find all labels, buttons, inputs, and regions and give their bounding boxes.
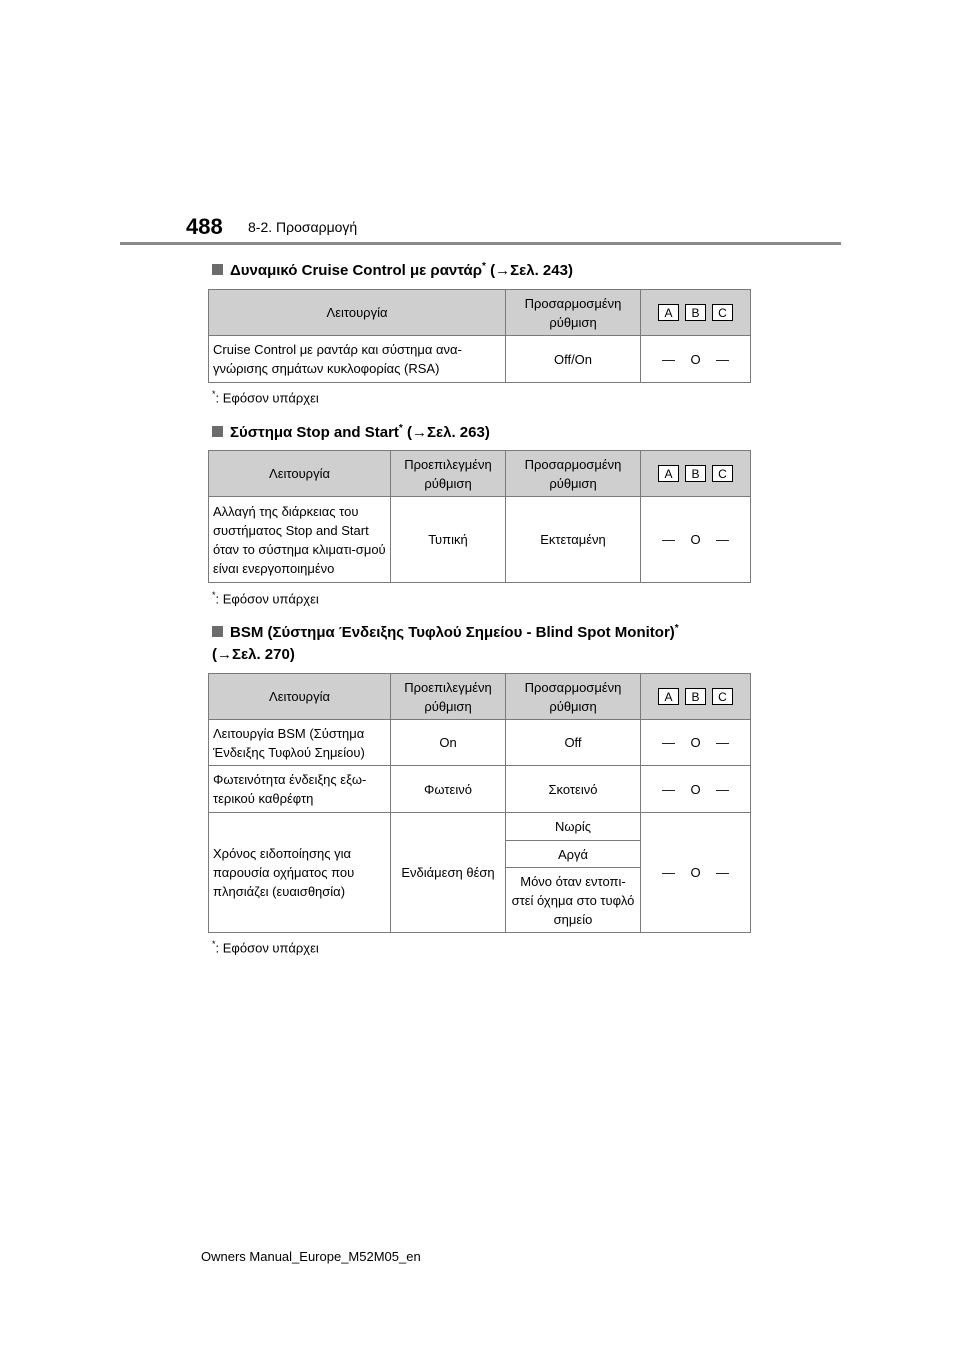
footnote: *: Εφόσον υπάρχει: [212, 389, 319, 406]
cell-c: —: [716, 532, 729, 547]
table-row: [209, 336, 751, 383]
header-function: Λειτουργία: [209, 674, 391, 720]
square-bullet-icon: [212, 426, 223, 437]
cell-function: Cruise Control με ραντάρ και σύστημα ανα-γνώρισης σημάτων κυκλοφορίας (RSA): [209, 336, 506, 383]
bsm-table: [208, 673, 751, 933]
header-default: Προεπιλεγμένη ρύθμιση: [391, 674, 506, 720]
table-header-row: [209, 674, 751, 720]
footnote: *: Εφόσον υπάρχει: [212, 590, 319, 607]
header-custom: Προσαρμοσμένη ρύθμιση: [506, 290, 641, 336]
cell-default: Ενδιάμεση θέση: [391, 813, 506, 933]
cell-custom: Σκοτεινό: [506, 766, 641, 813]
header-function: Λειτουργία: [209, 290, 506, 336]
section-heading-cruise-control: Δυναμικό Cruise Control με ραντάρ* (→Σελ. 243): [212, 256, 573, 282]
cell-default: Φωτεινό: [391, 766, 506, 813]
cruise-control-table: [208, 289, 751, 383]
cell-function: Χρόνος ειδοποίησης για παρουσία οχήματος που πλησιάζει (ευαισθησία): [209, 813, 391, 933]
cell-custom: Off: [506, 720, 641, 766]
table-row: [209, 497, 751, 583]
cell-c: —: [716, 351, 729, 367]
footnote: *: Εφόσον υπάρχει: [212, 939, 319, 956]
cell-a: —: [662, 781, 675, 797]
header-custom: Προσαρμοσμένη ρύθμιση: [506, 674, 641, 720]
col-b-box: B: [685, 465, 706, 482]
cell-b: O: [690, 865, 701, 880]
table-row: [209, 720, 751, 766]
page-number: 488: [186, 214, 223, 239]
col-b-box: B: [685, 688, 706, 705]
col-b-box: B: [685, 304, 706, 321]
section-heading-stop-start: Σύστημα Stop and Start* (→Σελ. 263): [212, 418, 490, 444]
header-abc: [641, 451, 751, 497]
col-a-box: A: [658, 688, 679, 705]
cell-default: Τυπική: [391, 497, 506, 583]
header-function: Λειτουργία: [209, 451, 391, 497]
cell-function: Αλλαγή της διάρκειας του συστήματος Stop and Start όταν το σύστημα κλιματι-σμού είναι ενεργοποιημένο: [209, 497, 391, 583]
cell-abc: [641, 336, 751, 383]
square-bullet-icon: [212, 626, 223, 637]
cell-a: —: [662, 735, 675, 750]
cell-abc: [641, 766, 751, 813]
cell-custom: Off/On: [506, 336, 641, 383]
cell-function: Φωτεινότητα ένδειξης εξω-τερικού καθρέφτη: [209, 766, 391, 813]
cell-abc: [641, 497, 751, 583]
col-a-box: A: [658, 465, 679, 482]
cell-abc: [641, 813, 751, 933]
cell-custom-option: Νωρίς: [506, 813, 641, 841]
table-row: [209, 766, 751, 813]
cell-default: On: [391, 720, 506, 766]
header-abc: [641, 290, 751, 336]
cell-c: —: [716, 865, 729, 880]
square-bullet-icon: [212, 264, 223, 275]
cell-c: —: [716, 735, 729, 750]
table-header-row: [209, 451, 751, 497]
cell-custom-option: Αργά: [506, 841, 641, 868]
col-a-box: A: [658, 304, 679, 321]
cell-b: O: [690, 532, 701, 547]
cell-a: —: [662, 532, 675, 547]
header-default: Προεπιλεγμένη ρύθμιση: [391, 451, 506, 497]
cell-b: O: [690, 351, 701, 367]
cell-b: O: [690, 781, 701, 797]
header-rule: [120, 242, 841, 245]
col-c-box: C: [712, 688, 733, 705]
cell-function: Λειτουργία BSM (Σύστημα Ένδειξης Τυφλού Σημείου): [209, 720, 391, 766]
section-heading-bsm: BSM (Σύστημα Ένδειξης Τυφλού Σημείου - Blind Spot Monitor)* (→Σελ. 270): [212, 623, 679, 663]
cell-c: —: [716, 781, 729, 797]
cell-b: O: [690, 735, 701, 750]
col-c-box: C: [712, 304, 733, 321]
col-c-box: C: [712, 465, 733, 482]
table-header-row: [209, 290, 751, 336]
cell-custom: Εκτεταμένη: [506, 497, 641, 583]
table-row: [209, 813, 751, 841]
section-name: 8-2. Προσαρμογή: [248, 219, 358, 235]
header-abc: [641, 674, 751, 720]
page-footer: Owners Manual_Europe_M52M05_en: [201, 1249, 421, 1264]
cell-custom-option: Μόνο όταν εντοπι-στεί όχημα στο τυφλό σημείο: [506, 868, 641, 933]
header-custom: Προσαρμοσμένη ρύθμιση: [506, 451, 641, 497]
cell-a: —: [662, 865, 675, 880]
cell-a: —: [662, 351, 675, 367]
page-header: [0, 0, 960, 250]
cell-abc: [641, 720, 751, 766]
stop-start-table: [208, 450, 751, 583]
